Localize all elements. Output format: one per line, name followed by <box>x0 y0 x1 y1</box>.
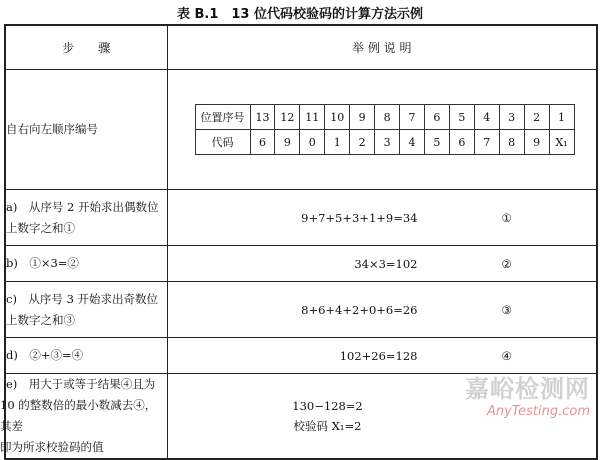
formula-e-line1: 130−128=2 <box>292 399 363 413</box>
position-cell: 2 <box>524 105 549 130</box>
step-b: b) ①×3=② <box>5 246 167 282</box>
position-cell: 10 <box>325 105 350 130</box>
position-label: 位置序号 <box>195 105 250 130</box>
position-row <box>195 105 574 130</box>
step-numbering: 自右向左顺序编号 <box>5 70 167 190</box>
formula-c: 8+6+4+2+0+6=26 <box>301 302 418 317</box>
formula-e-line2: 校验码 X₁=2 <box>293 419 362 433</box>
mark-c: ③ <box>501 302 512 317</box>
code-cell: 1 <box>325 130 350 155</box>
code-cell: 4 <box>400 130 425 155</box>
step-c <box>5 282 167 338</box>
mark-a: ① <box>501 210 512 225</box>
check-digit-table <box>0 24 598 460</box>
step-e <box>0 374 167 460</box>
position-cell: 3 <box>499 105 524 130</box>
mark-b: ② <box>501 256 512 271</box>
code-cell: X₁ <box>549 130 574 155</box>
formula-b: 34×3=102 <box>354 256 418 271</box>
step-e-line3: 即为所求校验码的值 <box>0 440 104 454</box>
step-a-line2: 上数字之和① <box>6 220 75 235</box>
position-cell: 11 <box>300 105 325 130</box>
step-c-line2: 上数字之和③ <box>6 312 75 327</box>
step-d: d) ②+③=④ <box>5 338 167 374</box>
code-cell: 9 <box>524 130 549 155</box>
step-c-line1: c) 从序号 3 开始求出奇数位 <box>6 291 159 306</box>
code-cell: 9 <box>275 130 300 155</box>
example-d <box>167 338 597 374</box>
step-a <box>5 190 167 246</box>
code-cell: 6 <box>250 130 275 155</box>
example-e <box>167 374 597 460</box>
code-cell: 3 <box>375 130 400 155</box>
code-cell: 7 <box>474 130 499 155</box>
code-cell: 0 <box>300 130 325 155</box>
code-cell: 5 <box>424 130 449 155</box>
position-code-table <box>195 104 575 155</box>
position-cell: 8 <box>375 105 400 130</box>
step-e-line2: 10 的整数倍的最小数减去④，其差 <box>0 398 157 433</box>
position-cell: 13 <box>250 105 275 130</box>
position-cell: 5 <box>449 105 474 130</box>
code-cell: 6 <box>449 130 474 155</box>
position-cell: 4 <box>474 105 499 130</box>
example-a <box>167 190 597 246</box>
code-cell: 2 <box>350 130 375 155</box>
watermark-en: AnyTesting.com <box>486 404 590 419</box>
mark-d: ④ <box>501 348 512 363</box>
watermark-cn: 嘉峪检测网 <box>465 375 590 403</box>
example-b <box>167 246 597 282</box>
position-cell: 6 <box>424 105 449 130</box>
step-e-line1: e) 用大于或等于结果④且为 <box>6 377 156 391</box>
header-example: 举 例 说 明 <box>167 25 597 70</box>
code-label: 代码 <box>195 130 250 155</box>
position-cell: 7 <box>400 105 425 130</box>
code-cell: 8 <box>499 130 524 155</box>
step-a-line1: a) 从序号 2 开始求出偶数位 <box>6 199 159 214</box>
header-steps: 步 骤 <box>5 25 167 70</box>
numbering-example <box>167 70 597 190</box>
position-cell: 12 <box>275 105 300 130</box>
position-cell: 9 <box>350 105 375 130</box>
formula-a: 9+7+5+3+1+9=34 <box>301 210 418 225</box>
formula-d: 102+26=128 <box>339 348 418 363</box>
code-row <box>195 130 574 155</box>
example-c <box>167 282 597 338</box>
position-cell: 1 <box>549 105 574 130</box>
table-caption: 表 B.1 13 位代码校验码的计算方法示例 <box>176 7 424 22</box>
